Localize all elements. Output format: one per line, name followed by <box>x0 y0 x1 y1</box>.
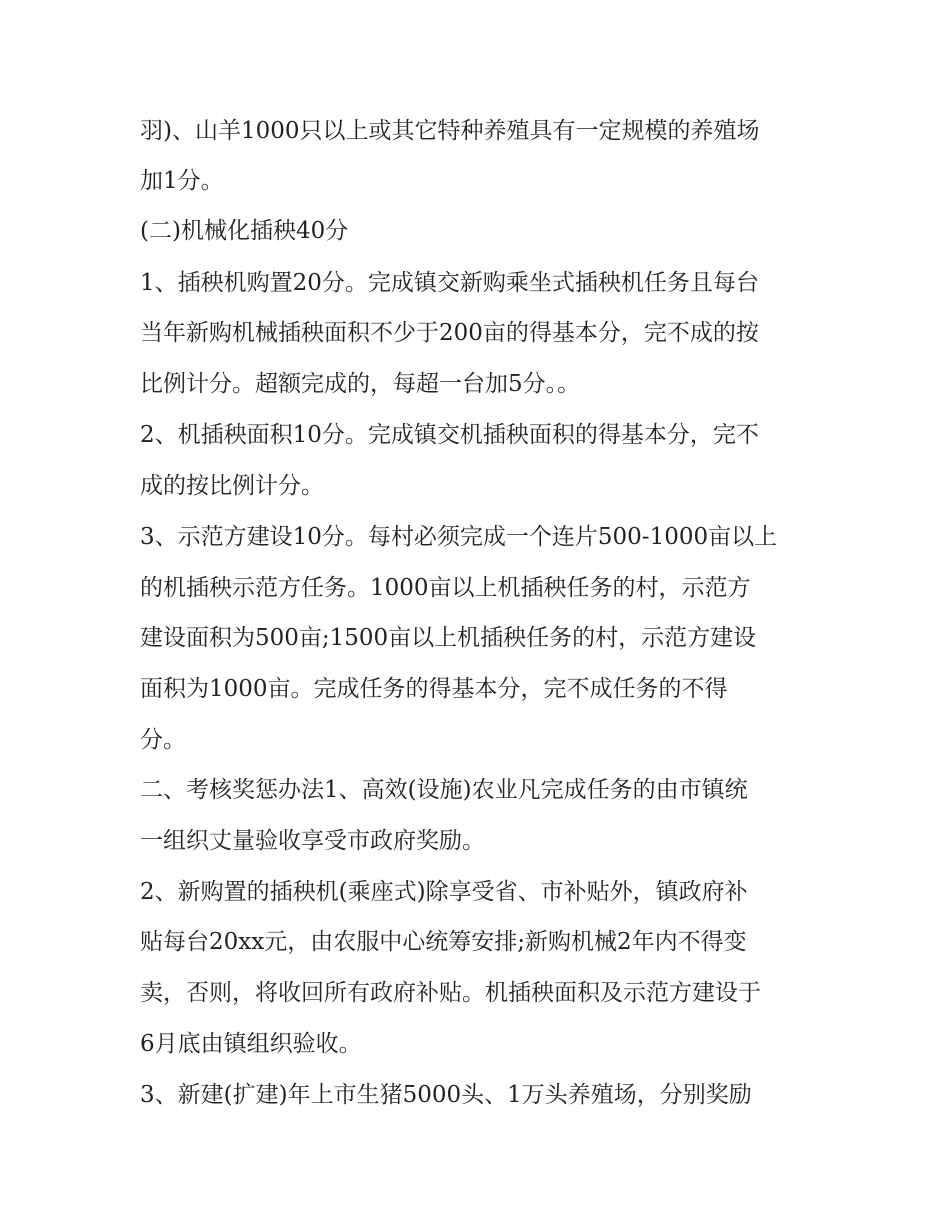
text-line: 2、机插秧面积10分。完成镇交机插秧面积的得基本分，完不 <box>140 422 759 448</box>
text-line: 分。 <box>140 727 186 753</box>
text-line: 建设面积为500亩;1500亩以上机插秧任务的村，示范方建设 <box>140 625 757 651</box>
text-line: 6月底由镇组织验收。 <box>140 1031 362 1057</box>
text-line: 比例计分。超额完成的，每超一台加5分。。 <box>140 371 581 397</box>
text-line: 加1分。 <box>140 168 224 194</box>
section-heading: 二、考核奖惩办法1、高效(设施)农业凡完成任务的由市镇统 <box>140 777 748 803</box>
text-line: 面积为1000亩。完成任务的得基本分，完不成任务的不得 <box>140 676 728 702</box>
text-line: 贴每台20xx元，由农服中心统筹安排;新购机械2年内不得变 <box>140 929 747 955</box>
text-line: 2、新购置的插秧机(乘座式)除享受省、市补贴外，镇政府补 <box>140 879 748 905</box>
text-line: 1、插秧机购置20分。完成镇交新购乘坐式插秧机任务且每台 <box>140 270 759 296</box>
text-line: 当年新购机械插秧面积不少于200亩的得基本分，完不成的按 <box>140 320 759 346</box>
text-line: 3、示范方建设10分。每村必须完成一个连片500-1000亩以上 <box>140 524 778 550</box>
text-line: 成的按比例计分。 <box>140 473 324 499</box>
text-line: 的机插秧示范方任务。1000亩以上机插秧任务的村，示范方 <box>140 575 751 601</box>
text-line: 卖，否则，将收回所有政府补贴。机插秧面积及示范方建设于 <box>140 980 761 1006</box>
section-heading: (二)机械化插秧40分 <box>140 218 349 244</box>
text-line: 一组织丈量验收享受市政府奖励。 <box>140 828 485 854</box>
text-line: 羽)、山羊1000只以上或其它特种养殖具有一定规模的养殖场 <box>140 118 760 144</box>
text-line: 3、新建(扩建)年上市生猪5000头、1万头养殖场，分别奖励 <box>140 1082 752 1108</box>
